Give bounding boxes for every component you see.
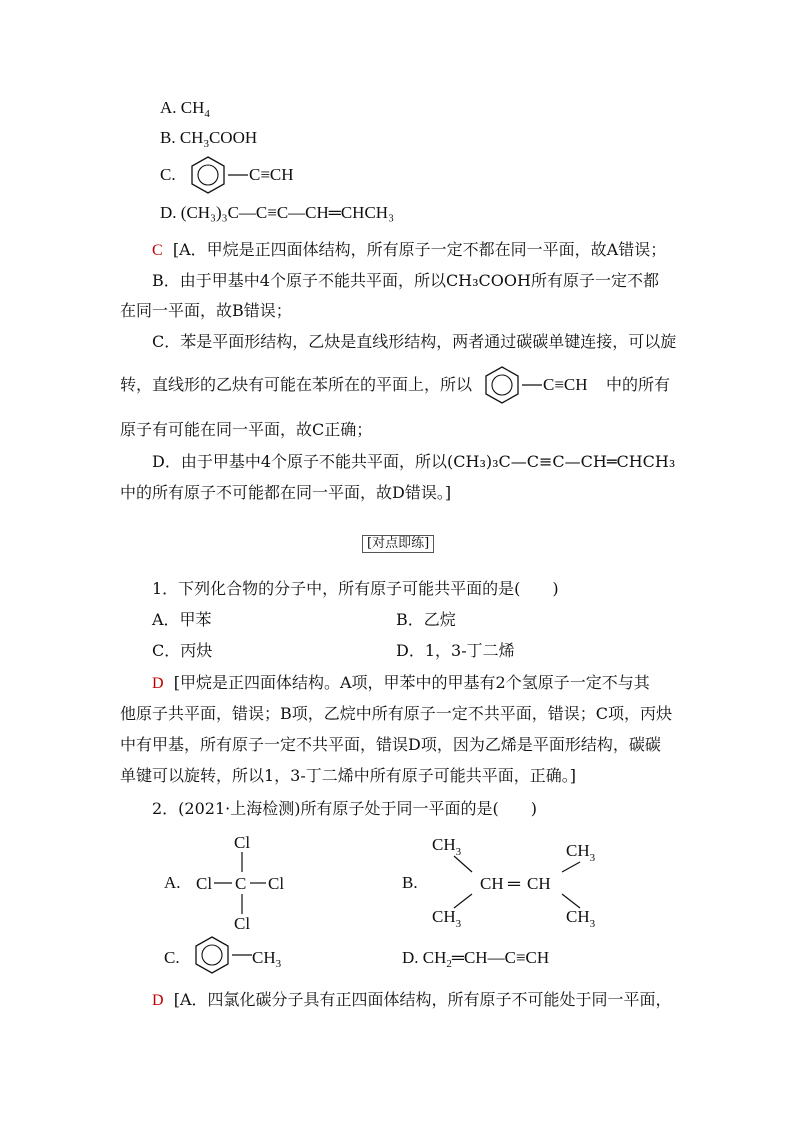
example-answer-line-8: 中的所有原子不可能都在同一平面，故D错误。] [120,483,452,502]
q1-option-c: C．丙炔 [152,641,213,660]
double-bond: ═ [508,874,521,893]
example-option-c-label: C. [160,165,176,184]
q1-answer-line-2: 他原子共平面，错误；B项，乙烷中所有原子一定不共平面，错误；C项，丙炔 [120,704,673,723]
q2-option-d: D. $CH_2═CH—C\equiv CH$ [402,948,550,970]
q1-option-a: A．甲苯 [152,610,212,629]
example-answer-letter: C [152,242,163,259]
q2-stem: 2．(2021·上海检测)所有原子处于同一平面的是( ) [152,799,537,818]
q2-option-b-structure [430,830,605,930]
example-answer-line-6: 原子有可能在同一平面，故C正确； [120,420,373,439]
example-answer-line-5b: 中的所有 [606,375,671,394]
example-answer-line-5a: 转，直线形的乙炔有可能在苯所在的平面上，所以 [120,375,473,394]
ch3-top-right: $CH_3$ [566,841,596,864]
q1-stem: 1．下列化合物的分子中，所有原子可能共平面的是( ) [152,579,559,598]
benzene-ring-icon [192,935,232,975]
example-option-d: D. (CH₃)₃C—C≡C—CH═CHCH₃ [160,203,394,222]
example-answer-line-1: C [A．甲烷是正四面体结构，所有原子一定不都在同一平面，故A错误； [152,240,667,259]
benzene-ring-icon [482,365,522,405]
q1-answer-line-4: 单键可以旋转，所以1，3-丁二烯中所有原子可能共平面，正确。] [120,766,577,785]
q2-option-a-label: A. [164,873,181,892]
ccl4-center-c: C [235,874,247,893]
example-option-c-chain: C≡CH [249,165,294,184]
section-label: [对点即练] [362,535,434,553]
q2-option-c-label: C. [164,948,180,967]
benzene-ring-icon [188,155,228,195]
ch3-bottom-left: $CH_3$ [432,907,462,930]
q2-option-c-bond [232,950,254,960]
q1-option-b: B．乙烷 [396,610,456,629]
ccl4-left-cl: Cl [196,874,213,893]
ccl4-right-cl: Cl [268,874,285,893]
q2-option-b-label: B. [402,873,418,892]
ch3-top-left: $CH_3$ [432,835,462,858]
q2-option-a-structure [192,830,292,935]
example-option-b: B. $CH_3COOH$ [160,128,258,150]
q2-answer-letter: D [152,992,164,1009]
q2-answer-line-1: D [A．四氯化碳分子具有正四面体结构，所有原子不可能处于同一平面， [152,990,672,1009]
q1-option-d: D．1，3-丁二烯 [396,641,515,660]
ch-right: CH [527,874,551,893]
ch3-bottom-right: $CH_3$ [566,907,596,930]
ccl4-bottom-cl: Cl [234,914,251,933]
example-option-a: A. $CH_4$ [160,98,210,120]
q1-answer-letter: D [152,675,164,692]
example-answer-line-4: C．苯是平面形结构，乙炔是直线形结构，两者通过碳碳单键连接，可以旋 [152,332,677,351]
q1-answer-line-1: D [甲烷是正四面体结构。A项，甲苯中的甲基有2个氢原子一定不与其 [152,673,650,692]
ch-left: CH [480,874,504,893]
example-answer-line-3: 在同一平面，故B错误； [120,301,292,320]
ccl4-top-cl: Cl [234,833,251,852]
example-answer-line-7: D．由于甲基中4个原子不能共平面，所以(CH₃)₃C—C≡C—CH═CHCH₃ [152,452,676,471]
q1-answer-line-3: 中有甲基，所有原子一定不共平面，错误D项，因为乙烯是平面形结构，碳碳 [120,735,661,754]
example-answer-line-2: B．由于甲基中4个原子不能共平面，所以CH₃COOH所有原子一定不都 [152,271,659,290]
example-answer-bond [522,380,544,390]
q2-option-c-substituent: $CH_3$ [252,948,282,970]
example-option-c-bond [228,170,250,180]
example-answer-chain: C≡CH [543,375,588,394]
